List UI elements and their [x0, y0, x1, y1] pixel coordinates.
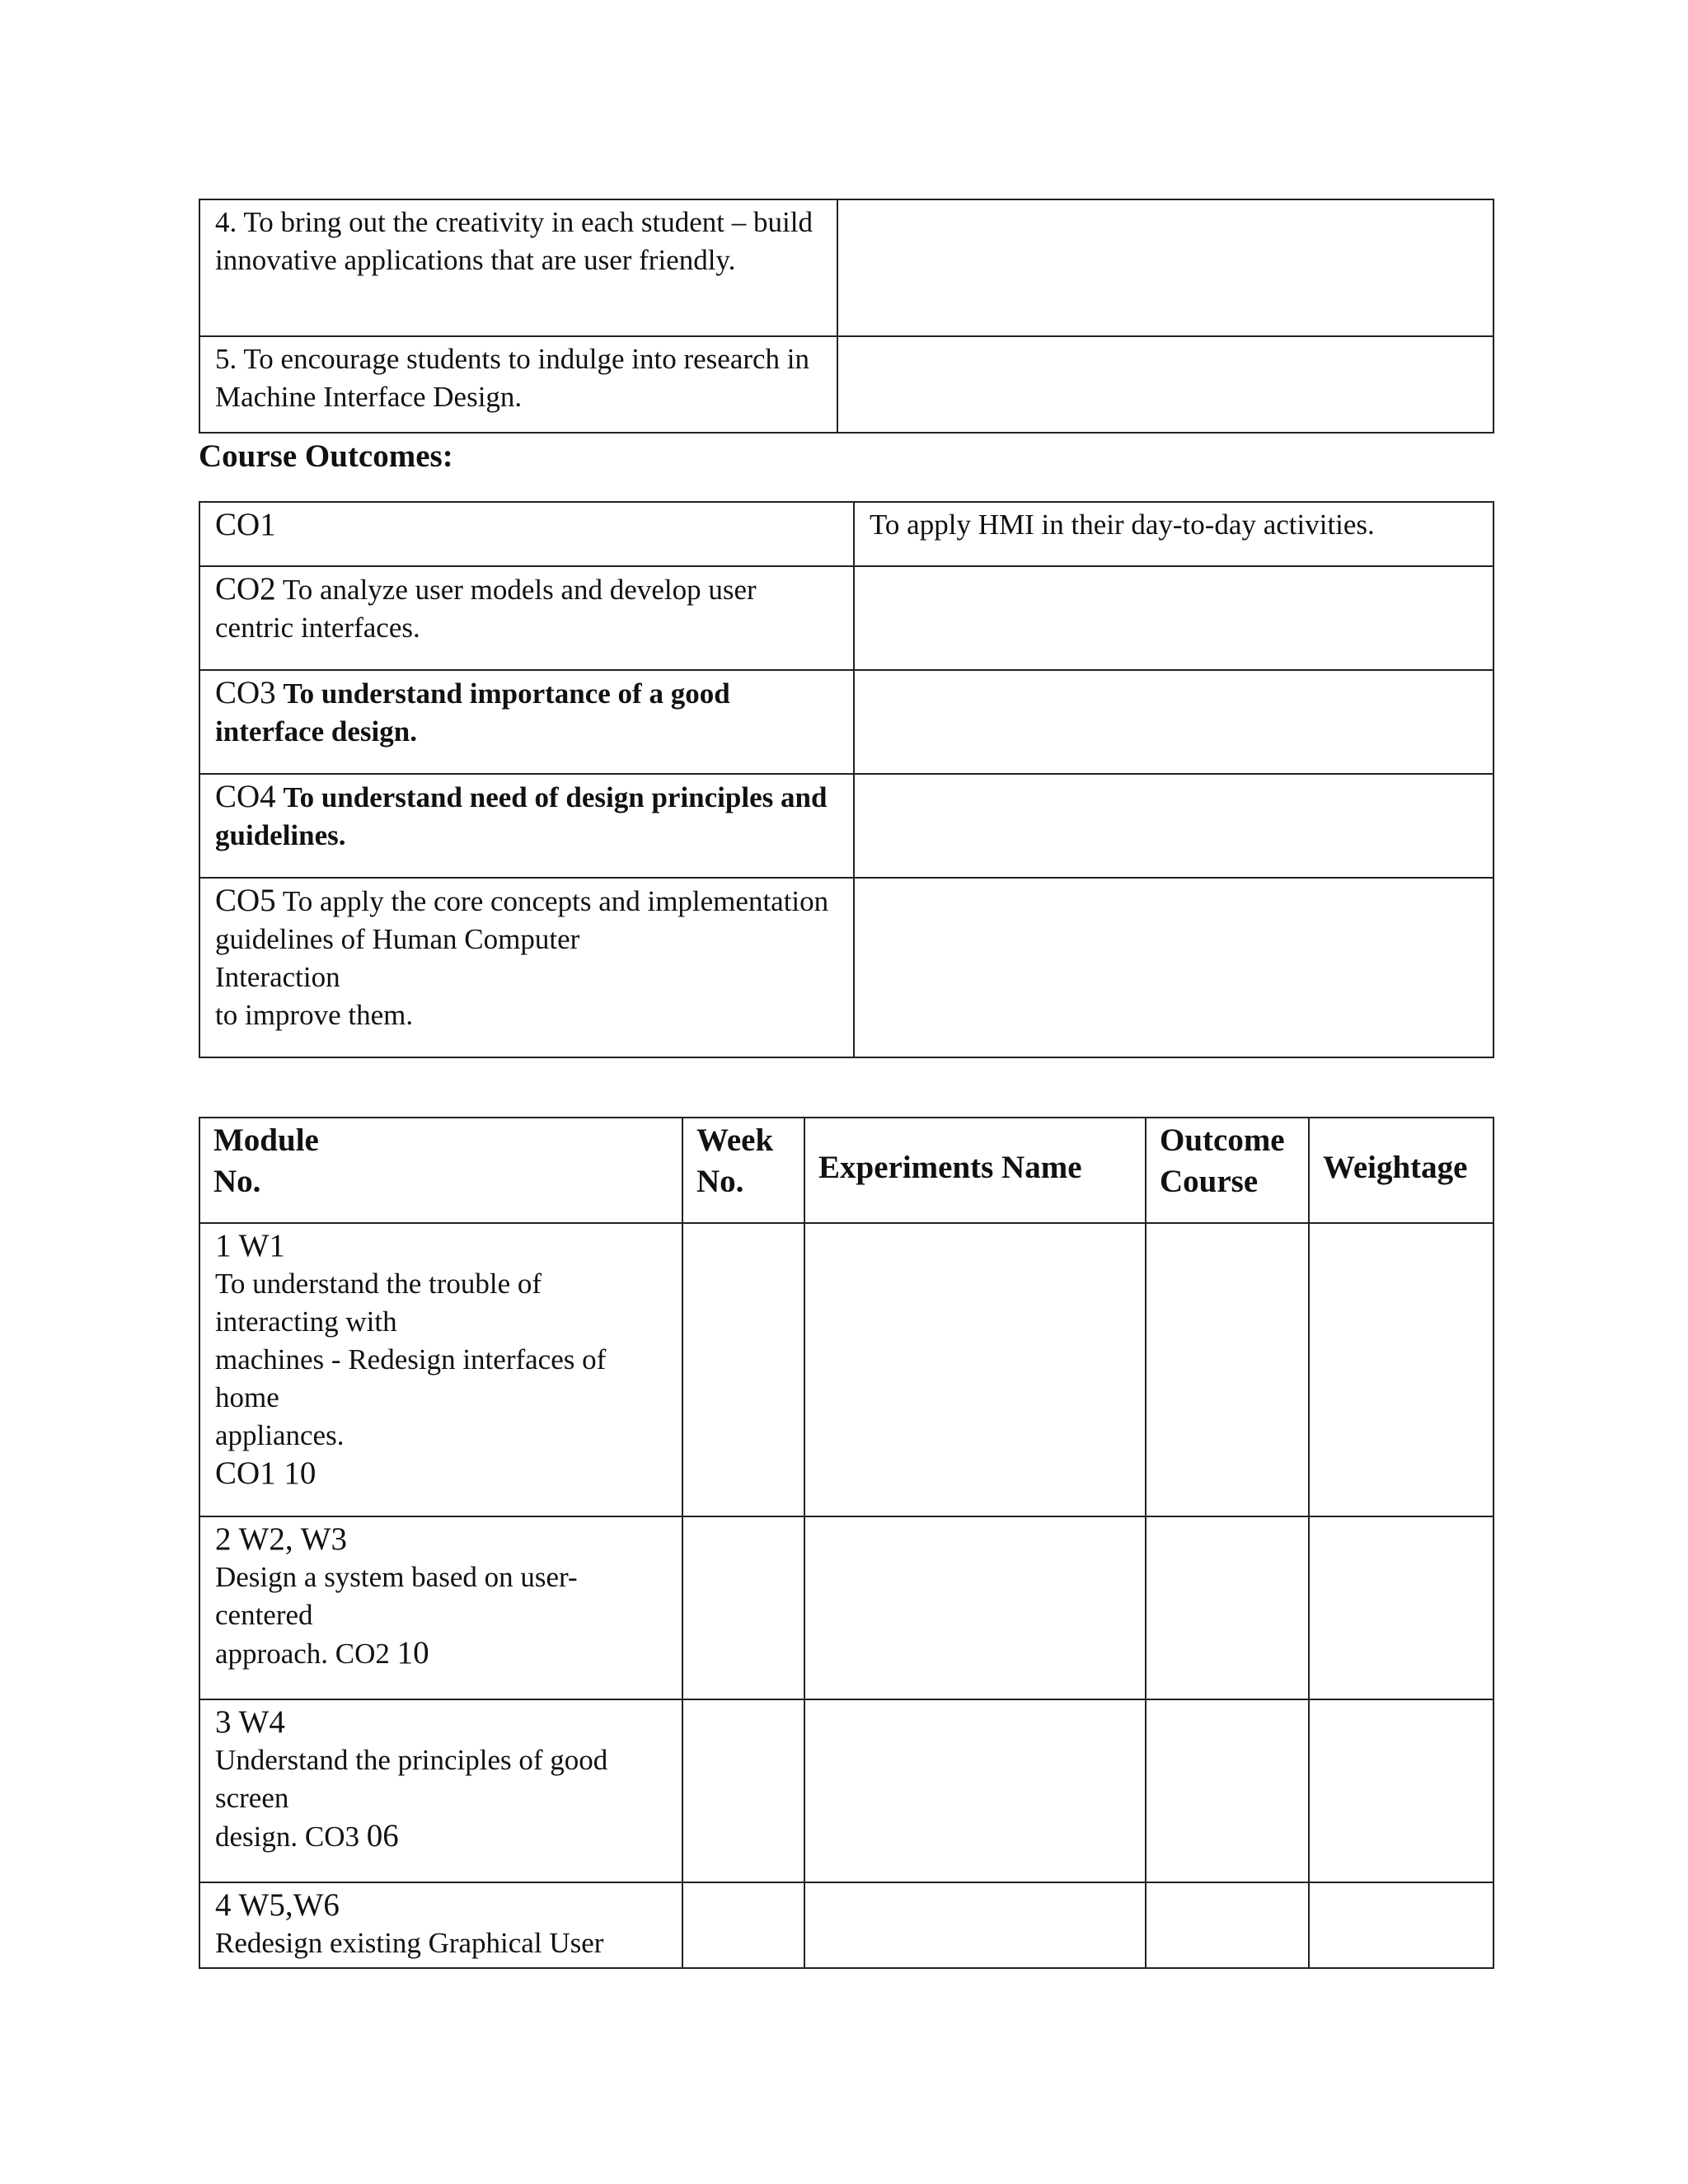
- course-outcome-row: [199, 878, 1493, 1057]
- outcome-cell: [1146, 1699, 1309, 1882]
- module-tail-number: 10: [396, 1635, 429, 1671]
- experiment-cell: [804, 1882, 1146, 1968]
- course-outcome-row: [199, 670, 1493, 774]
- week-cell: [682, 1699, 804, 1882]
- module-row: [199, 1516, 1493, 1699]
- course-outcome-text-line: to improve them.: [215, 999, 414, 1031]
- course-outcome-right-cell: [854, 566, 1493, 670]
- course-outcome-cell: [199, 502, 854, 566]
- module-tail-prefix: approach. CO2: [215, 1638, 390, 1670]
- course-outcome-text: To analyze user models and develop user centric interfaces.: [215, 574, 757, 644]
- header-week-line: Week: [696, 1122, 774, 1158]
- module-tail-prefix: design. CO3: [215, 1821, 359, 1853]
- outcome-cell: [1146, 1223, 1309, 1516]
- weightage-cell: [1309, 1699, 1493, 1882]
- week-cell: [682, 1516, 804, 1699]
- course-outcomes-table: [199, 501, 1494, 1058]
- modules-table: [199, 1117, 1494, 1969]
- course-outcome-text-line: To apply the core concepts and implementation guidelines of Human Computer: [215, 885, 829, 955]
- course-outcome-text: To understand importance of a good interface design.: [215, 677, 730, 748]
- module-cell: [199, 1516, 682, 1699]
- objective-row: [199, 336, 1493, 433]
- experiment-cell: [804, 1516, 1146, 1699]
- course-outcome-text-line: Interaction: [215, 961, 340, 993]
- course-outcome-code: CO5: [215, 883, 276, 918]
- module-line: Redesign existing Graphical User: [215, 1927, 604, 1959]
- objective-right-cell: [837, 336, 1493, 433]
- weightage-cell: [1309, 1882, 1493, 1968]
- week-cell: [682, 1223, 804, 1516]
- module-head: 4 W5,W6: [215, 1887, 340, 1923]
- course-outcome-right-cell: [854, 774, 1493, 878]
- objective-text: 5. To encourage students to indulge into research in Machine Interface Design.: [199, 336, 837, 433]
- module-tail-line: [215, 1634, 667, 1673]
- header-module-line: No.: [213, 1164, 261, 1199]
- course-outcome-code: CO2: [215, 571, 276, 607]
- course-outcome-code: CO3: [215, 675, 276, 710]
- course-outcome-right-cell: [854, 878, 1493, 1057]
- course-outcome-right-cell: [854, 670, 1493, 774]
- header-module-line: Module: [213, 1122, 319, 1158]
- module-row: [199, 1699, 1493, 1882]
- course-outcome-cell: [199, 774, 854, 878]
- course-outcome-cell: [199, 878, 854, 1057]
- objectives-table: [199, 199, 1494, 434]
- module-line: Design a system based on user-centered: [215, 1561, 578, 1631]
- header-outcome-line: Course: [1160, 1164, 1259, 1199]
- module-row: [199, 1882, 1493, 1968]
- module-tail-line: [215, 1817, 667, 1856]
- module-line: machines - Redesign interfaces of home: [215, 1343, 607, 1413]
- objective-text: 4. To bring out the creativity in each student – build innovative applications that are user friendly.: [199, 199, 837, 336]
- outcome-cell: [1146, 1882, 1309, 1968]
- course-outcome-code: CO1: [215, 507, 276, 542]
- module-row: [199, 1223, 1493, 1516]
- header-weightage: Weightage: [1309, 1118, 1493, 1223]
- module-cell: [199, 1223, 682, 1516]
- module-line: To understand the trouble of interacting with: [215, 1268, 542, 1338]
- header-week-no: [682, 1118, 804, 1223]
- course-outcome-row: [199, 566, 1493, 670]
- module-line: Understand the principles of good screen: [215, 1744, 608, 1814]
- module-head: 1 W1: [215, 1228, 285, 1263]
- module-cell: [199, 1882, 682, 1968]
- course-outcomes-heading: Course Outcomes:: [199, 438, 453, 474]
- outcome-cell: [1146, 1516, 1309, 1699]
- objective-row: [199, 199, 1493, 336]
- weightage-cell: [1309, 1223, 1493, 1516]
- course-outcome-right-cell: To apply HMI in their day-to-day activities.: [854, 502, 1493, 566]
- header-outcome-course: [1146, 1118, 1309, 1223]
- header-outcome-line: Outcome: [1160, 1122, 1285, 1158]
- course-outcome-code: CO4: [215, 779, 276, 814]
- course-outcome-row: [199, 502, 1493, 566]
- course-outcome-row: [199, 774, 1493, 878]
- modules-header-row: [199, 1118, 1493, 1223]
- module-tail-number: 06: [366, 1818, 399, 1854]
- header-experiments-name: Experiments Name: [804, 1118, 1146, 1223]
- module-head: 2 W2, W3: [215, 1521, 347, 1557]
- course-outcome-text: To understand need of design principles and guidelines.: [215, 781, 828, 851]
- module-line: appliances.: [215, 1419, 345, 1451]
- weightage-cell: [1309, 1516, 1493, 1699]
- week-cell: [682, 1882, 804, 1968]
- experiment-cell: [804, 1699, 1146, 1882]
- experiment-cell: [804, 1223, 1146, 1516]
- module-cell: [199, 1699, 682, 1882]
- module-tail: CO1 10: [215, 1455, 316, 1491]
- course-outcome-cell: [199, 670, 854, 774]
- header-week-line: No.: [696, 1164, 744, 1199]
- module-head: 3 W4: [215, 1704, 285, 1740]
- objective-right-cell: [837, 199, 1493, 336]
- course-outcome-cell: [199, 566, 854, 670]
- header-module-no: [199, 1118, 682, 1223]
